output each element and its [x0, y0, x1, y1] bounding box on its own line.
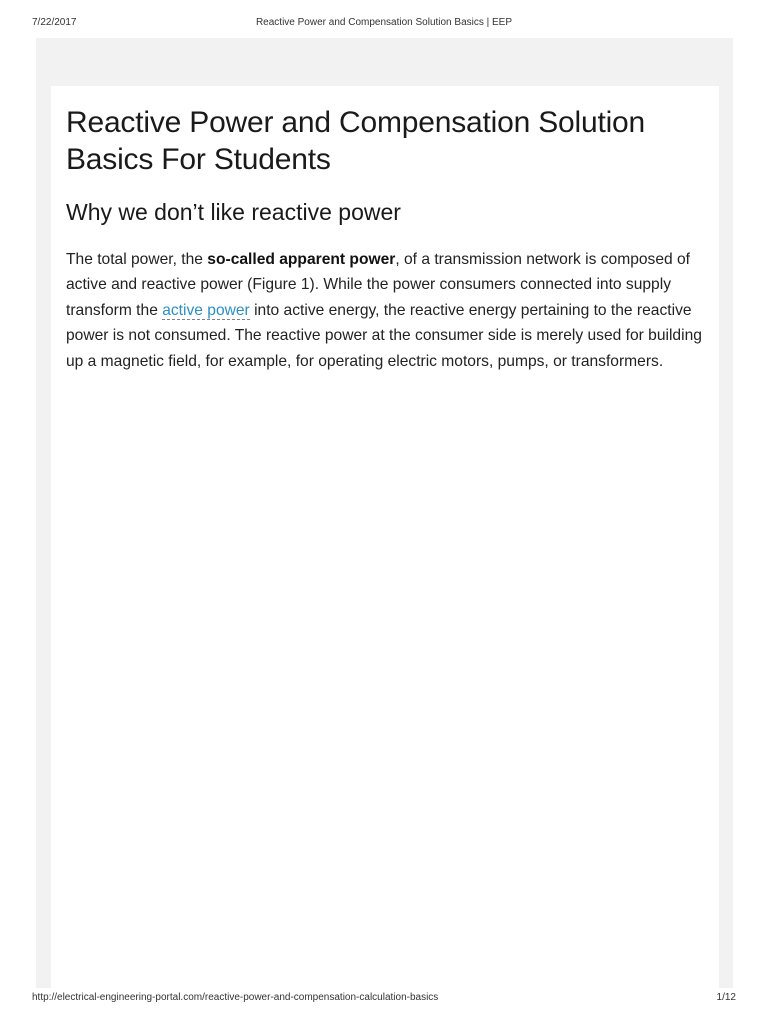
print-url: http://electrical-engineering-portal.com/reactive-power-and-compensation-calculation-basics	[32, 992, 439, 1003]
print-page-number: 1/12	[716, 992, 736, 1003]
paragraph-text: The total power, the	[66, 251, 208, 268]
article-title: Reactive Power and Compensation Solution Basics For Students	[66, 106, 646, 176]
print-header	[32, 17, 736, 31]
print-date: 7/22/2017	[32, 17, 77, 28]
paragraph-text: , of a transmission network is composed of active and reactive power (Figure 1). While the power consumers connected into supply transform the	[66, 251, 691, 319]
print-footer	[32, 992, 736, 1006]
paragraph-text: into active energy, the reactive energy pertaining to the reactive power is not consumed. The reactive power at the consumer side is merely used for building up a magnetic field, for example, for operating electric motors, pumps, or transformers.	[66, 301, 702, 370]
print-page-title: Reactive Power and Compensation Solution Basics | EEP	[255, 17, 513, 28]
paragraph-bold-term: so-called apparent power	[207, 251, 396, 268]
active-power-link[interactable]: active power	[162, 301, 250, 319]
section-heading: Why we don’t like reactive power	[66, 199, 401, 225]
article-paragraph	[66, 247, 706, 374]
